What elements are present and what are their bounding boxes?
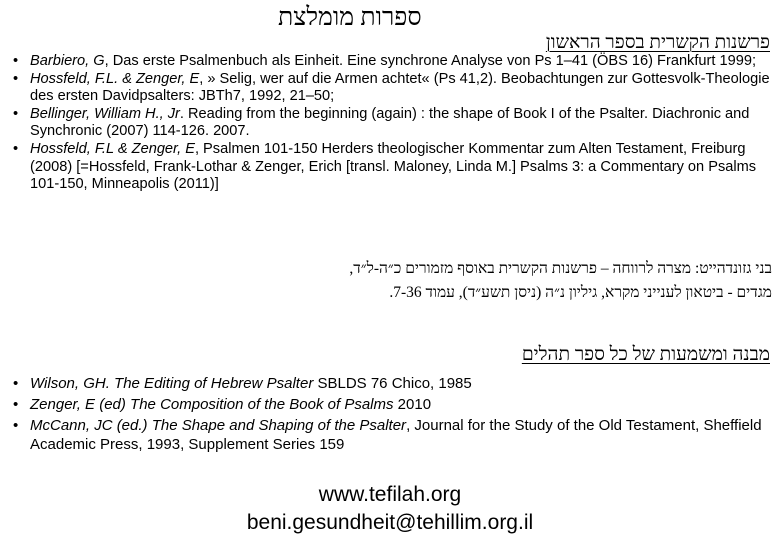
- bibliography-detail: . Reading from the beginning (again) : the shape of Book I of the Psalter. Diachronic and Synchronic (2007) 114-126. 2007.: [30, 105, 750, 140]
- footer-email: beni.gesundheit@tehillim.org.il: [246, 511, 534, 534]
- bibliography-author: Bellinger, William H., Jr: [30, 105, 180, 122]
- bibliography-detail: SBLDS 76 Chico, 1985: [313, 375, 472, 392]
- bibliography-item: [4, 395, 774, 414]
- bibliography-author: Barbiero, G: [30, 53, 105, 69]
- bullet-icon: •: [13, 105, 19, 122]
- section2-bibliography-list: [4, 374, 774, 456]
- bullet-icon: •: [13, 375, 19, 392]
- hebrew-reference-line-2: מגדים - ביטאון לענייני מקרא, גיליון נ״ה (ניסן תשע״ד), עמוד 7-36.: [389, 284, 772, 301]
- bullet-icon: •: [13, 396, 19, 413]
- bibliography-author: Wilson, GH. The Editing of Hebrew Psalter: [30, 375, 314, 392]
- bibliography-item: [4, 106, 774, 141]
- bullet-icon: •: [13, 53, 19, 69]
- bibliography-item: [4, 71, 774, 106]
- bibliography-detail: 2010: [393, 396, 432, 413]
- bibliography-author: Hossfeld, F.L. & Zenger, E: [30, 70, 200, 87]
- bibliography-item: [4, 141, 774, 194]
- bullet-icon: •: [13, 140, 19, 157]
- bullet-icon: •: [13, 70, 19, 87]
- bullet-icon: •: [13, 417, 19, 434]
- bibliography-item: [4, 374, 774, 393]
- bibliography-detail: , » Selig, wer auf die Armen achtet« (Ps 41,2). Beobachtungen zur Gottesvolk-Theologie des ersten Davidpsalters: JBTh7, 1992, 21–50;: [30, 70, 770, 105]
- section2-heading: מבנה ומשמעות של כל ספר תהלים: [521, 344, 770, 365]
- bibliography-item: [4, 416, 774, 454]
- section1-bibliography-list: [4, 53, 774, 194]
- section1-heading: פרשנות הקשרית בספר הראשון: [545, 32, 770, 53]
- bibliography-author: Zenger, E (ed) The Composition of the Book of Psalms: [30, 396, 394, 413]
- hebrew-reference-line-1: בני גזונדהייט: מצרה לרווחה – פרשנות הקשרית באוסף מזמורים כ״ה-ל״ד,: [349, 260, 772, 277]
- bibliography-detail: , Journal for the Study of the Old Testament, Sheffield Academic Press, 1993, Supplement Series 159: [30, 417, 762, 453]
- footer-website: www.tefilah.org: [318, 483, 462, 506]
- page-title: ספרות מומלצת: [278, 4, 422, 31]
- bibliography-item: [4, 53, 774, 71]
- bibliography-author: Hossfeld, F.L & Zenger, E: [30, 140, 195, 157]
- bibliography-detail: , Das erste Psalmenbuch als Einheit. Eine synchrone Analyse von Ps 1–41 (ÖBS 16) Frankfurt 1999;: [104, 53, 757, 69]
- bibliography-detail: , Psalmen 101-150 Herders theologischer Kommentar zum Alten Testament, Freiburg (2008) [=Hossfeld, Frank-Lothar & Zenger, Erich [transl. Maloney, Linda M.] Psalms 3: a Commentary on Psalms 101-150, Minneapolis (2011)]: [30, 140, 757, 193]
- bibliography-author: McCann, JC (ed.) The Shape and Shaping of the Psalter: [30, 417, 407, 434]
